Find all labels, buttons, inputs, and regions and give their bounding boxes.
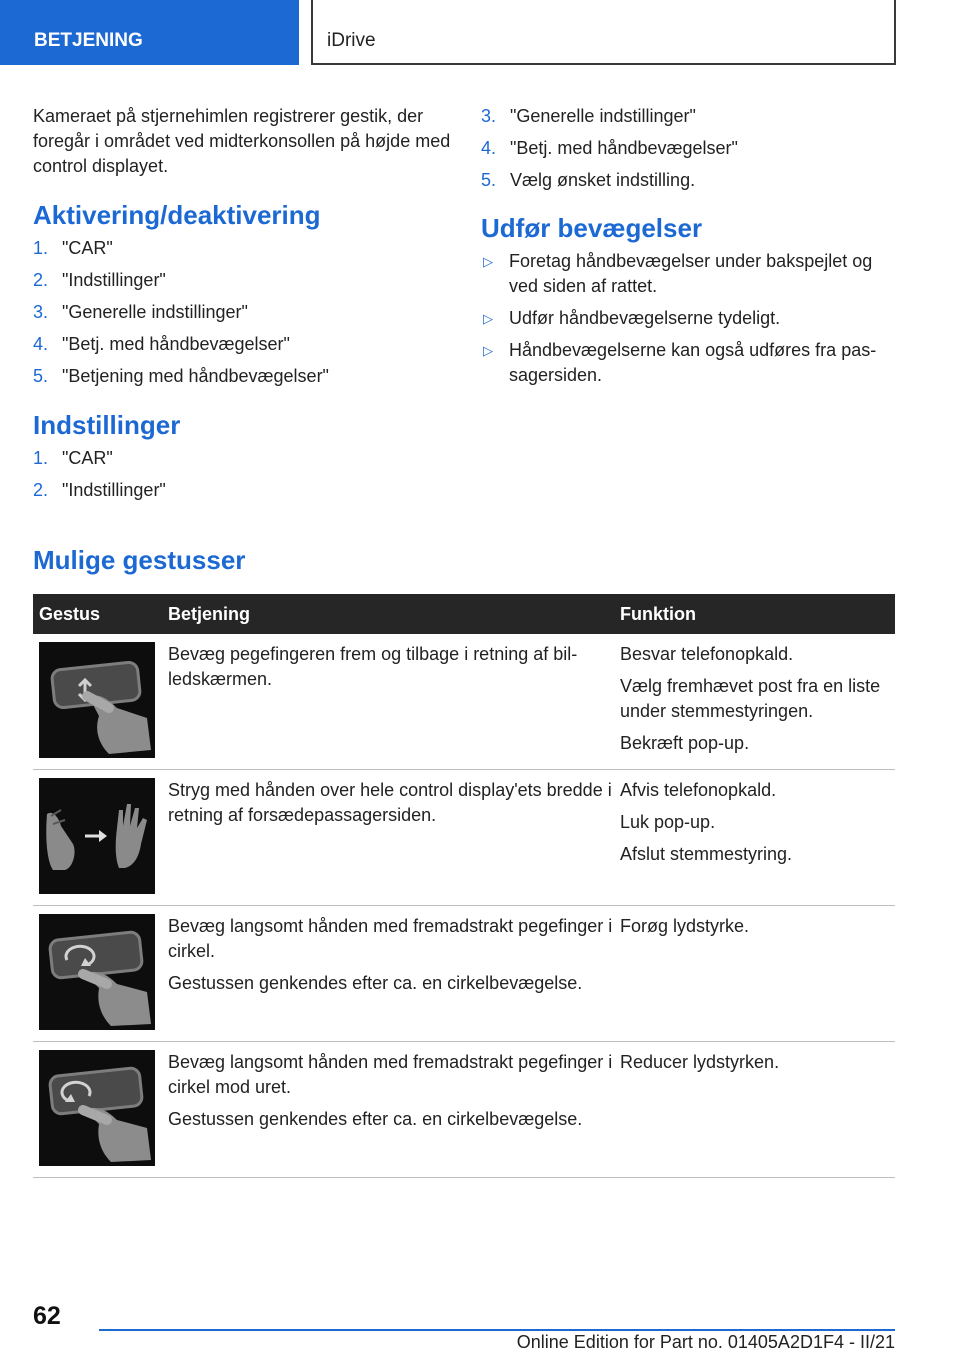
- function-text: Vælg fremhævet post fra en liste under stemmestyringen.: [620, 676, 881, 721]
- step-number: 5.: [33, 366, 49, 386]
- step-number: 2.: [33, 270, 49, 290]
- perform-heading: Udfør bevægelser: [481, 213, 703, 243]
- step-item: [481, 136, 899, 161]
- finger-tap-gesture-icon: [39, 642, 155, 758]
- operation-cell: [162, 634, 614, 770]
- function-cell: [614, 634, 895, 770]
- step-text: "Generelle indstillinger": [510, 106, 696, 126]
- activation-steps: [33, 236, 453, 389]
- step-number: 5.: [481, 170, 497, 190]
- operation-text: Gestussen genkendes efter ca. en cirkelbevægelse.: [168, 1109, 583, 1129]
- activation-heading: Aktivering/deaktivering: [33, 200, 321, 230]
- step-item: [33, 300, 453, 325]
- settings-heading: Indstillinger: [33, 410, 181, 440]
- perform-list: [481, 249, 899, 388]
- list-item: [481, 338, 899, 388]
- list-item-text: Håndbevægelserne kan også udføres fra passagersiden.: [509, 340, 877, 385]
- list-item: [481, 249, 899, 299]
- circle-clockwise-gesture-icon: [39, 914, 155, 1030]
- step-text: Vælg ønsket indstilling.: [510, 170, 696, 190]
- step-item: [33, 446, 453, 471]
- step-text: "Indstillinger": [62, 480, 166, 500]
- step-text: "Indstillinger": [62, 270, 166, 290]
- function-text: Reducer lydstyrken.: [620, 1052, 780, 1072]
- hand-swipe-gesture-icon: [39, 778, 155, 894]
- function-cell: [614, 1042, 895, 1178]
- step-text: "Betj. med håndbevægelser": [62, 334, 290, 354]
- operation-text: Bevæg pegefingeren frem og tilbage i retning af billedskærmen.: [168, 644, 578, 689]
- chapter-tab: iDrive: [311, 0, 896, 65]
- function-cell: [614, 906, 895, 1042]
- function-text: Luk pop-up.: [620, 812, 716, 832]
- page-number: 62: [33, 1302, 61, 1330]
- step-item: [33, 364, 453, 389]
- function-text: Forøg lydstyrke.: [620, 916, 750, 936]
- operation-cell: [162, 1042, 614, 1178]
- step-text: "Betj. med håndbevægelser": [510, 138, 738, 158]
- operation-text: Bevæg langsomt hånden med fremadstrakt pegefinger i cirkel mod uret.: [168, 1052, 613, 1097]
- triangle-bullet-icon: ▷: [483, 254, 493, 269]
- step-text: "Generelle indstillinger": [62, 302, 248, 322]
- gesture-cell: [33, 1042, 162, 1178]
- operation-cell: [162, 906, 614, 1042]
- step-number: 4.: [481, 138, 497, 158]
- gesture-cell: [33, 906, 162, 1042]
- table-row: [33, 770, 895, 906]
- step-number: 1.: [33, 238, 49, 258]
- table-header-row: [33, 594, 895, 634]
- circle-counterclockwise-gesture-icon: [39, 1050, 155, 1166]
- footer-edition: Online Edition for Part no. 01405A2D1F4 - II/21: [516, 1332, 895, 1352]
- operation-text: Gestussen genkendes efter ca. en cirkelbevægelse.: [168, 973, 583, 993]
- operation-text: Stryg med hånden over hele control display'ets bredde i retning af forsædepassagersiden.: [168, 780, 612, 825]
- triangle-bullet-icon: ▷: [483, 311, 493, 326]
- step-item: [33, 478, 453, 503]
- list-item-text: Foretag håndbevægelser under bakspejlet og ved siden af rattet.: [509, 251, 873, 296]
- table-row: [33, 1042, 895, 1178]
- intro-paragraph: Kameraet på stjernehimlen registrerer gestik, der foregår i området ved midterkonsollen på højde med control displayet.: [33, 106, 451, 176]
- section-tab: BETJENING: [0, 0, 299, 65]
- gesture-cell: [33, 634, 162, 770]
- operation-cell: [162, 770, 614, 906]
- step-item: [33, 268, 453, 293]
- step-item: [33, 332, 453, 357]
- operation-text: Bevæg langsomt hånden med fremadstrakt pegefinger i cirkel.: [168, 916, 613, 961]
- list-item: [481, 306, 899, 331]
- step-item: [481, 104, 899, 129]
- table-row: [33, 634, 895, 770]
- triangle-bullet-icon: ▷: [483, 343, 493, 358]
- gestures-heading: Mulige gestusser: [33, 545, 246, 575]
- step-item: [481, 168, 899, 193]
- function-text: Besvar telefonopkald.: [620, 644, 794, 664]
- step-text: "CAR": [62, 238, 113, 258]
- column-header-gesture: Gestus: [33, 594, 162, 634]
- gestures-table: [33, 594, 895, 1178]
- function-cell: [614, 770, 895, 906]
- settings-steps-left: [33, 446, 453, 503]
- step-item: [33, 236, 453, 261]
- step-number: 4.: [33, 334, 49, 354]
- function-text: Bekræft pop-up.: [620, 733, 750, 753]
- step-number: 2.: [33, 480, 49, 500]
- step-number: 3.: [33, 302, 49, 322]
- settings-steps-right: [481, 104, 899, 193]
- step-number: 1.: [33, 448, 49, 468]
- step-number: 3.: [481, 106, 497, 126]
- right-column: [481, 104, 899, 395]
- step-text: "CAR": [62, 448, 113, 468]
- list-item-text: Udfør håndbevægelserne tydeligt.: [509, 308, 781, 328]
- function-text: Afslut stemmestyring.: [620, 844, 793, 864]
- function-text: Afvis telefonopkald.: [620, 780, 777, 800]
- step-text: "Betjening med håndbevægelser": [62, 366, 329, 386]
- left-column: [33, 104, 453, 510]
- column-header-operation: Betjening: [162, 594, 614, 634]
- column-header-function: Funktion: [614, 594, 895, 634]
- footer-divider: [99, 1329, 895, 1331]
- gesture-cell: [33, 770, 162, 906]
- table-row: [33, 906, 895, 1042]
